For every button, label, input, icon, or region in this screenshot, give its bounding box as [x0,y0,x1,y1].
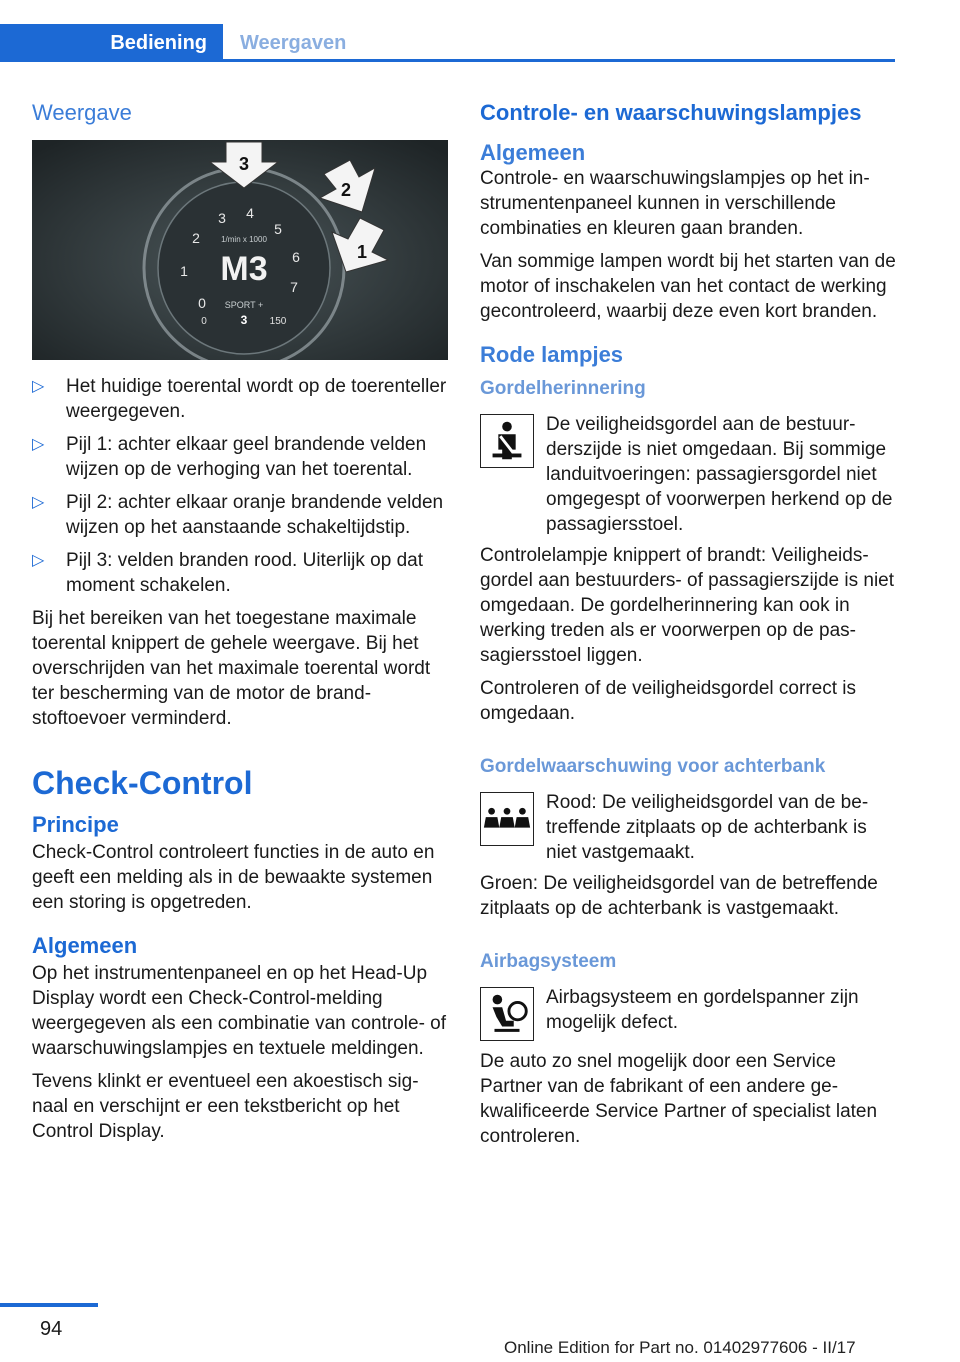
tick-2: 2 [192,230,200,246]
list-item: ▷ Pijl 3: velden branden rood. Uiterlijk op dat moment schakelen. [32,550,423,596]
algemeen-text-2: Tevens klinkt er eventueel een akoestisch signaal en verschijnt er een tekstbericht op het Control Display. [32,1071,419,1142]
achterbank-text-1: Rood: De veiligheidsgordel van de betreffende zitplaats op de achterbank is niet vastgemaakt. [546,792,869,863]
tick-7: 7 [290,279,298,295]
tick-1: 1 [180,263,188,279]
achterbank-heading: Gordelwaarschuwing voor achterbank [480,756,826,777]
tab-bediening[interactable]: Bediening [0,24,223,62]
lamps-text-1: Controle- en waarschuwingslampjes op het instrumentenpaneel kunnen in verschillende combinaties en kleuren gaan branden. [480,168,870,239]
tick-4: 4 [246,205,254,221]
triangle-bullet-icon: ▷ [32,436,45,453]
right-column [480,100,896,1157]
gordel-text-3: Controleren of de veiligheidsgordel correct is omgedaan. [480,678,856,724]
gordel-text-1: De veiligheidsgordel aan de bestuurderszijde is niet omgedaan. Bij sommige landuitvoeringen: passagiersgordel niet omgegespt of voorwerpen herkend op de passagiersstoel. [546,414,893,535]
algemeen-text-1: Op het instrumentenpaneel en op het Head-Up Display wordt een Check-Control-melding weergegeven als een combinatie van controle- of waarschuwingslampjes en textuele meldingen. [32,963,447,1059]
arrow-2-label: 2 [340,180,352,200]
tick-5: 5 [274,221,282,237]
check-control-title: Check-Control [32,765,253,801]
seatbelt-lamp-block [480,412,896,537]
lamps-text-2: Van sommige lampen wordt bij het starten van de motor of inschakelen van het contact de werking gecontroleerd, waarbij deze even kort branden. [480,251,896,322]
rear-seatbelt-lamp-block [480,790,896,865]
left-column [32,100,448,1152]
gauge-scale-label: 1/min x 1000 [221,235,267,244]
airbag-text-2: De auto zo snel mogelijk door een Service Partner van de fabrikant of een andere gekwalificeerde Service Partner of specialist laten controleren. [480,1051,878,1147]
list-item: ▷ Het huidige toerental wordt op de toerenteller weergegeven. [32,376,447,422]
list-item: ▷ Pijl 2: achter elkaar oranje brandende velden wijzen op het aanstaande schakeltijdstip. [32,492,444,538]
principe-heading: Principe [32,812,119,837]
header-tabbar [0,24,895,62]
lamps-title: Controle- en waarschuwingslampjes [480,100,862,125]
tick-3: 3 [218,210,226,226]
sport-label: SPORT + [224,300,264,310]
arrow-3-label: 3 [238,154,250,174]
algemeen-heading-left: Algemeen [32,933,138,958]
tick-6: 6 [292,249,300,265]
tick-0: 0 [198,295,206,311]
tab-weergaven[interactable]: Weergaven [240,31,347,54]
drive-mode: 3 [240,313,248,327]
airbag-lamp-block [480,985,896,1045]
bullet-list [32,374,448,598]
triangle-bullet-icon: ▷ [32,552,45,569]
weergave-heading: Weergave [32,100,132,125]
triangle-bullet-icon: ▷ [32,378,45,395]
gordelherinnering-heading: Gordelherinnering [480,378,646,399]
gordel-text-2: Controlelampje knippert of brandt: Veiligheidsgordel aan bestuurders- of passagierszijde is niet omgedaan. De gordelherinnering kan ook in werking treden als er voorwerpen op de passagiersstoel liggen. [480,545,895,666]
seatbelt-warning-icon [480,414,534,468]
airbag-text-1: Airbagsysteem en gordelspanner zijn mogelijk defect. [546,987,859,1033]
list-item: ▷ Pijl 1: achter elkaar geel brandende velden wijzen op de verhoging van het toerental. [32,434,427,480]
triangle-bullet-icon: ▷ [32,494,45,511]
gear-display: M3 [220,250,268,288]
airbag-heading: Airbagsysteem [480,951,617,972]
page-number: 94 [40,1318,63,1340]
edition-note: Online Edition for Part no. 01402977606 - II/17 [504,1338,856,1357]
arrow-1-label: 1 [356,242,368,262]
speed-max: 150 [269,316,287,327]
max-rpm-paragraph: Bij het bereiken van het toegestane maximale toerental knippert de gehele weergave. Bij het overschrijden van het maximale toerental wordt ter bescherming van de motor de brandstoftoevoer verminderd. [32,608,431,729]
rear-seatbelt-icon [480,792,534,846]
rev-counter-image [32,140,448,360]
achterbank-text-2: Groen: De veiligheidsgordel van de betreffende zitplaats op de achterbank is vastgemaakt. [480,873,878,919]
speed-min: 0 [201,316,207,327]
header-rule [0,59,895,62]
rode-lampjes-heading: Rode lampjes [480,342,624,367]
algemeen-heading-right: Algemeen [480,140,586,165]
principe-text: Check-Control controleert functies in de auto en geeft een melding als in de bewaakte systemen een storing is opgetreden. [32,842,435,913]
footer-rule [0,1303,98,1307]
airbag-warning-icon [480,987,534,1041]
